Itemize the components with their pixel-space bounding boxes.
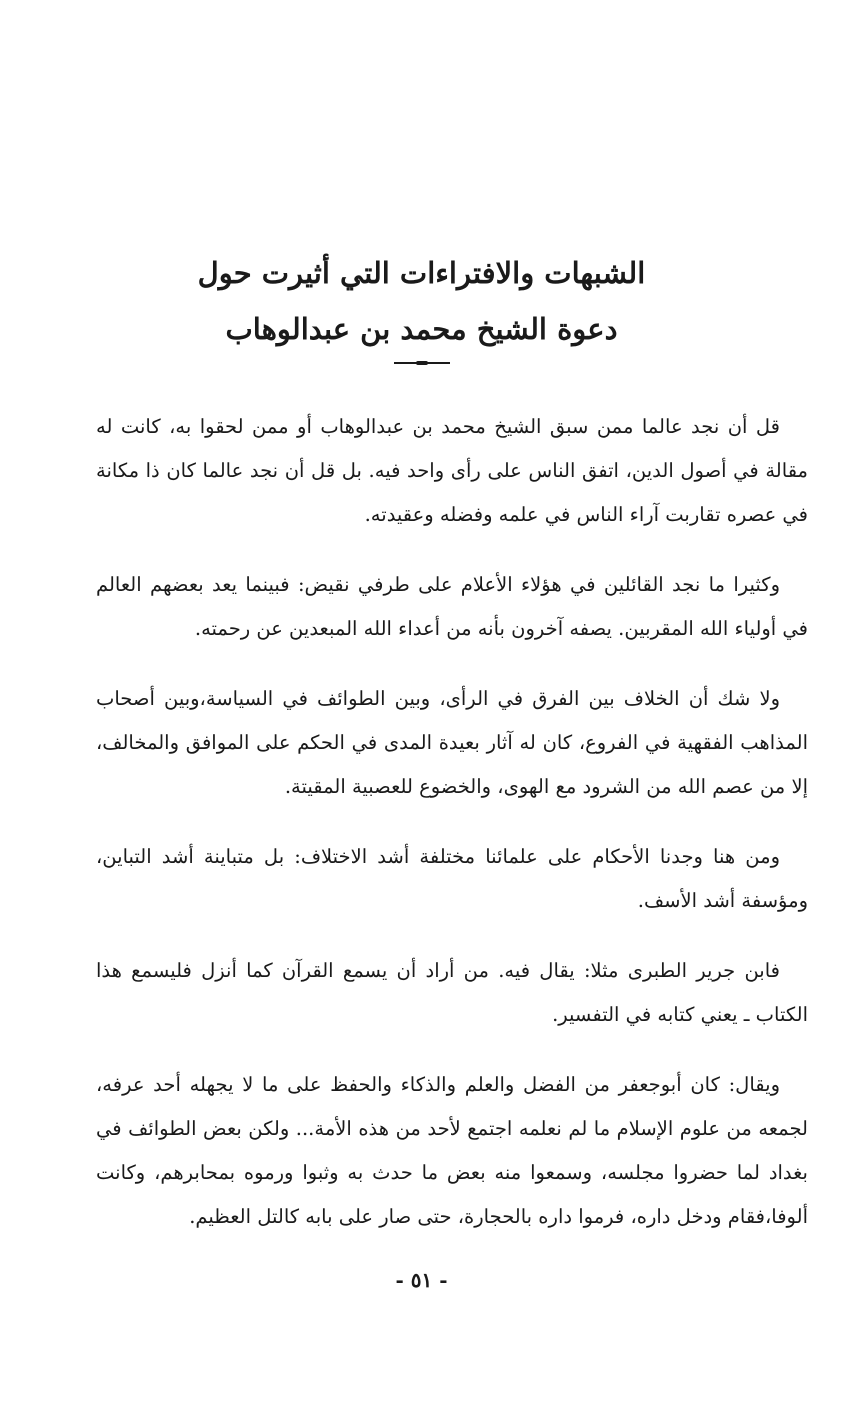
title-ornament-divider bbox=[394, 361, 450, 365]
chapter-title-line-2: دعوة الشيخ محمد بن عبدالوهاب bbox=[225, 312, 618, 346]
page-number: - ٥١ - bbox=[395, 1268, 448, 1292]
body-text bbox=[96, 405, 808, 1265]
paragraph-1: قل أن نجد عالما ممن سبق الشيخ محمد بن عبدالوهاب أو ممن لحقوا به، كانت له مقالة في أصول الدين، اتفق الناس على رأى واحد فيه. بل قل أن نجد عالما كان ذا مكانة في عصره تقاربت آراء الناس في علمه وفضله وعقيدته. bbox=[96, 415, 808, 526]
chapter-title bbox=[0, 245, 843, 365]
chapter-title-line-1: الشبهات والافتراءات التي أثيرت حول bbox=[197, 256, 646, 290]
paragraph-5: فابن جرير الطبرى مثلا: يقال فيه. من أراد أن يسمع القرآن كما أنزل فليسمع هذا الكتاب ـ يعني كتابه في التفسير. bbox=[96, 959, 808, 1026]
paragraph-2: وكثيرا ما نجد القائلين في هؤلاء الأعلام على طرفي نقيض: فبينما يعد بعضهم العالم في أولياء الله المقربين. يصفه آخرون بأنه من أعداء الله المبعدين عن رحمته. bbox=[96, 573, 808, 640]
paragraph-4: ومن هنا وجدنا الأحكام على علمائنا مختلفة أشد الاختلاف: بل متباينة أشد التباين، ومؤسفة أشد الأسف. bbox=[96, 845, 808, 912]
paragraph-6: ويقال: كان أبوجعفر من الفضل والعلم والذكاء والحفظ على ما لا يجهله أحد عرفه، لجمعه من علوم الإسلام ما لم نعلمه اجتمع لأحد من هذه الأمة... ولكن بعض الطوائف في بغداد لما حضروا مجلسه، وسمعوا منه بعض ما حدث به وثبوا ورموه بمحابرهم، وكانت ألوفا،فقام ودخل داره، فرموا داره بالحجارة، حتى صار على بابه كالتل العظيم. bbox=[96, 1073, 808, 1228]
paragraph-3: ولا شك أن الخلاف بين الفرق في الرأى، وبين الطوائف في السياسة،وبين أصحاب المذاهب الفقهية في الفروع، كان له آثار بعيدة المدى في الحكم على الموافق والمخالف، إلا من عصم الله من الشرود مع الهوى، والخضوع للعصبية المقيتة. bbox=[96, 687, 808, 798]
